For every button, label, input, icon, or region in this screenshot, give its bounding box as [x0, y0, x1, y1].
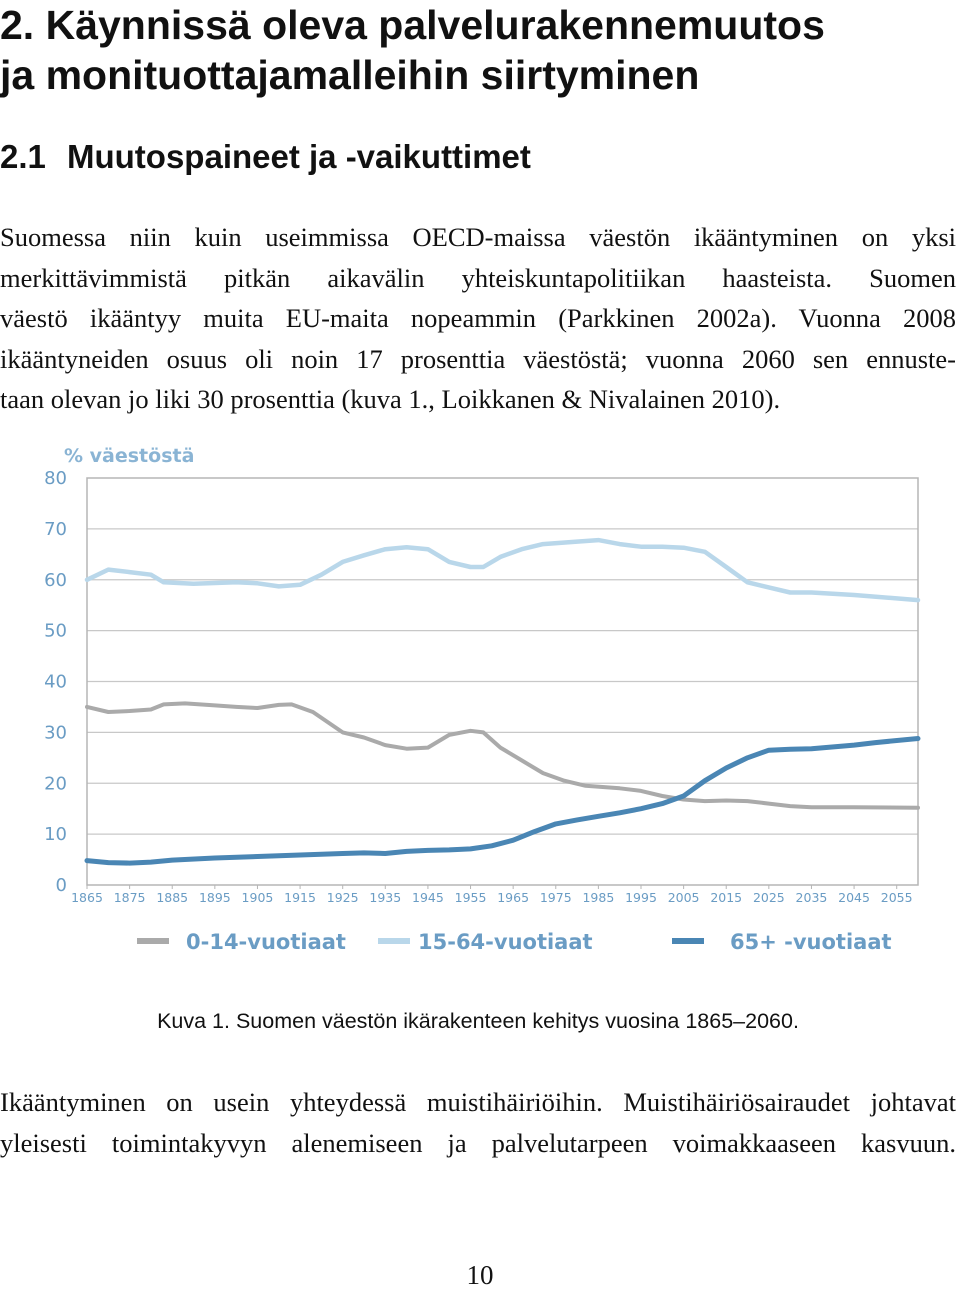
- x-tick-label: 1925: [326, 890, 359, 905]
- series-line: [87, 540, 918, 600]
- y-tick-label: 20: [44, 773, 67, 795]
- paragraph-line: Ikääntyminen on usein yhteydessä muistihäiriöihin. Muistihäiriösairaudet johtavat: [0, 1087, 956, 1117]
- x-tick-label: 1875: [113, 890, 146, 905]
- x-axis-ticks: [71, 885, 913, 905]
- paragraph-line: taan olevan jo liki 30 prosenttia (kuva 1., Loikkanen & Nivalainen 2010).: [0, 384, 781, 414]
- legend-label: 65+ -vuotiaat: [730, 930, 892, 954]
- y-tick-label: 10: [44, 824, 67, 846]
- x-tick-label: 2045: [838, 890, 870, 905]
- y-tick-label: 30: [44, 722, 67, 744]
- paragraph-line: väestö ikääntyy muita EU-maita nopeammin (Parkkinen 2002a). Vuonna 2008: [0, 303, 956, 333]
- x-tick-label: 1975: [539, 890, 572, 905]
- chapter-heading-line: ja monituottajamalleihin siirtyminen: [0, 52, 700, 98]
- population-chart: [0, 438, 960, 968]
- y-tick-label: 60: [44, 569, 67, 591]
- section-heading: [0, 137, 531, 177]
- legend-label: 15-64-vuotiaat: [418, 930, 593, 954]
- paragraph-memory: [0, 1082, 956, 1163]
- y-tick-label: 70: [44, 518, 67, 540]
- chart-series: [87, 540, 918, 863]
- figure-caption: [0, 1006, 960, 1036]
- legend-label: 0-14-vuotiaat: [186, 930, 346, 954]
- section-number: 2.1: [0, 138, 46, 175]
- x-tick-label: 2015: [710, 890, 743, 905]
- paragraph-line: merkittävimmistä pitkän aikavälin yhteiskuntapolitiikan haasteista. Suomen: [0, 262, 956, 293]
- figure-caption-text: Kuva 1. Suomen väestön ikärakenteen kehitys vuosina 1865–2060.: [157, 1009, 799, 1033]
- x-tick-label: 1895: [198, 890, 231, 905]
- x-tick-label: 1945: [412, 890, 444, 905]
- x-tick-label: 2005: [667, 890, 700, 905]
- section-title: Muutospaineet ja -vaikuttimet: [67, 138, 531, 175]
- x-tick-label: 1865: [71, 890, 103, 905]
- y-tick-label: 80: [44, 468, 67, 489]
- x-tick-label: 2025: [752, 890, 785, 905]
- x-tick-label: 1905: [241, 890, 274, 905]
- y-tick-label: 0: [55, 875, 67, 896]
- chapter-heading: [0, 0, 960, 100]
- x-tick-label: 1995: [625, 890, 657, 905]
- paragraph-intro: [0, 217, 956, 420]
- paragraph-line: ikääntyneiden osuus oli noin 17 prosenttia väestöstä; vuonna 2060 sen ennuste-: [0, 343, 956, 374]
- chapter-heading-line: 2. Käynnissä oleva palvelurakennemuutos: [0, 2, 825, 48]
- chart-grid: [87, 529, 918, 834]
- y-axis-ticks: [44, 468, 67, 896]
- series-line: [87, 739, 918, 864]
- x-tick-label: 1985: [582, 890, 615, 905]
- x-tick-label: 1935: [369, 890, 402, 905]
- page-number: 10: [466, 1260, 494, 1290]
- x-tick-label: 1915: [284, 890, 316, 905]
- x-tick-label: 1955: [454, 890, 487, 905]
- y-axis-label: % väestöstä: [64, 445, 195, 467]
- chart-svg: [0, 438, 960, 968]
- x-tick-label: 2035: [795, 890, 828, 905]
- x-tick-label: 1885: [156, 890, 189, 905]
- y-tick-label: 50: [44, 620, 67, 642]
- chart-legend: [137, 930, 892, 954]
- paragraph-line: Suomessa niin kuin useimmissa OECD-maissa väestön ikääntyminen on yksi: [0, 222, 956, 252]
- series-line: [87, 703, 918, 807]
- x-tick-label: 2055: [880, 890, 913, 905]
- y-tick-label: 40: [44, 671, 67, 693]
- x-tick-label: 1965: [497, 890, 530, 905]
- paragraph-line: yleisesti toimintakyvyn alenemiseen ja palvelutarpeen voimakkaaseen kasvuun.: [0, 1127, 956, 1158]
